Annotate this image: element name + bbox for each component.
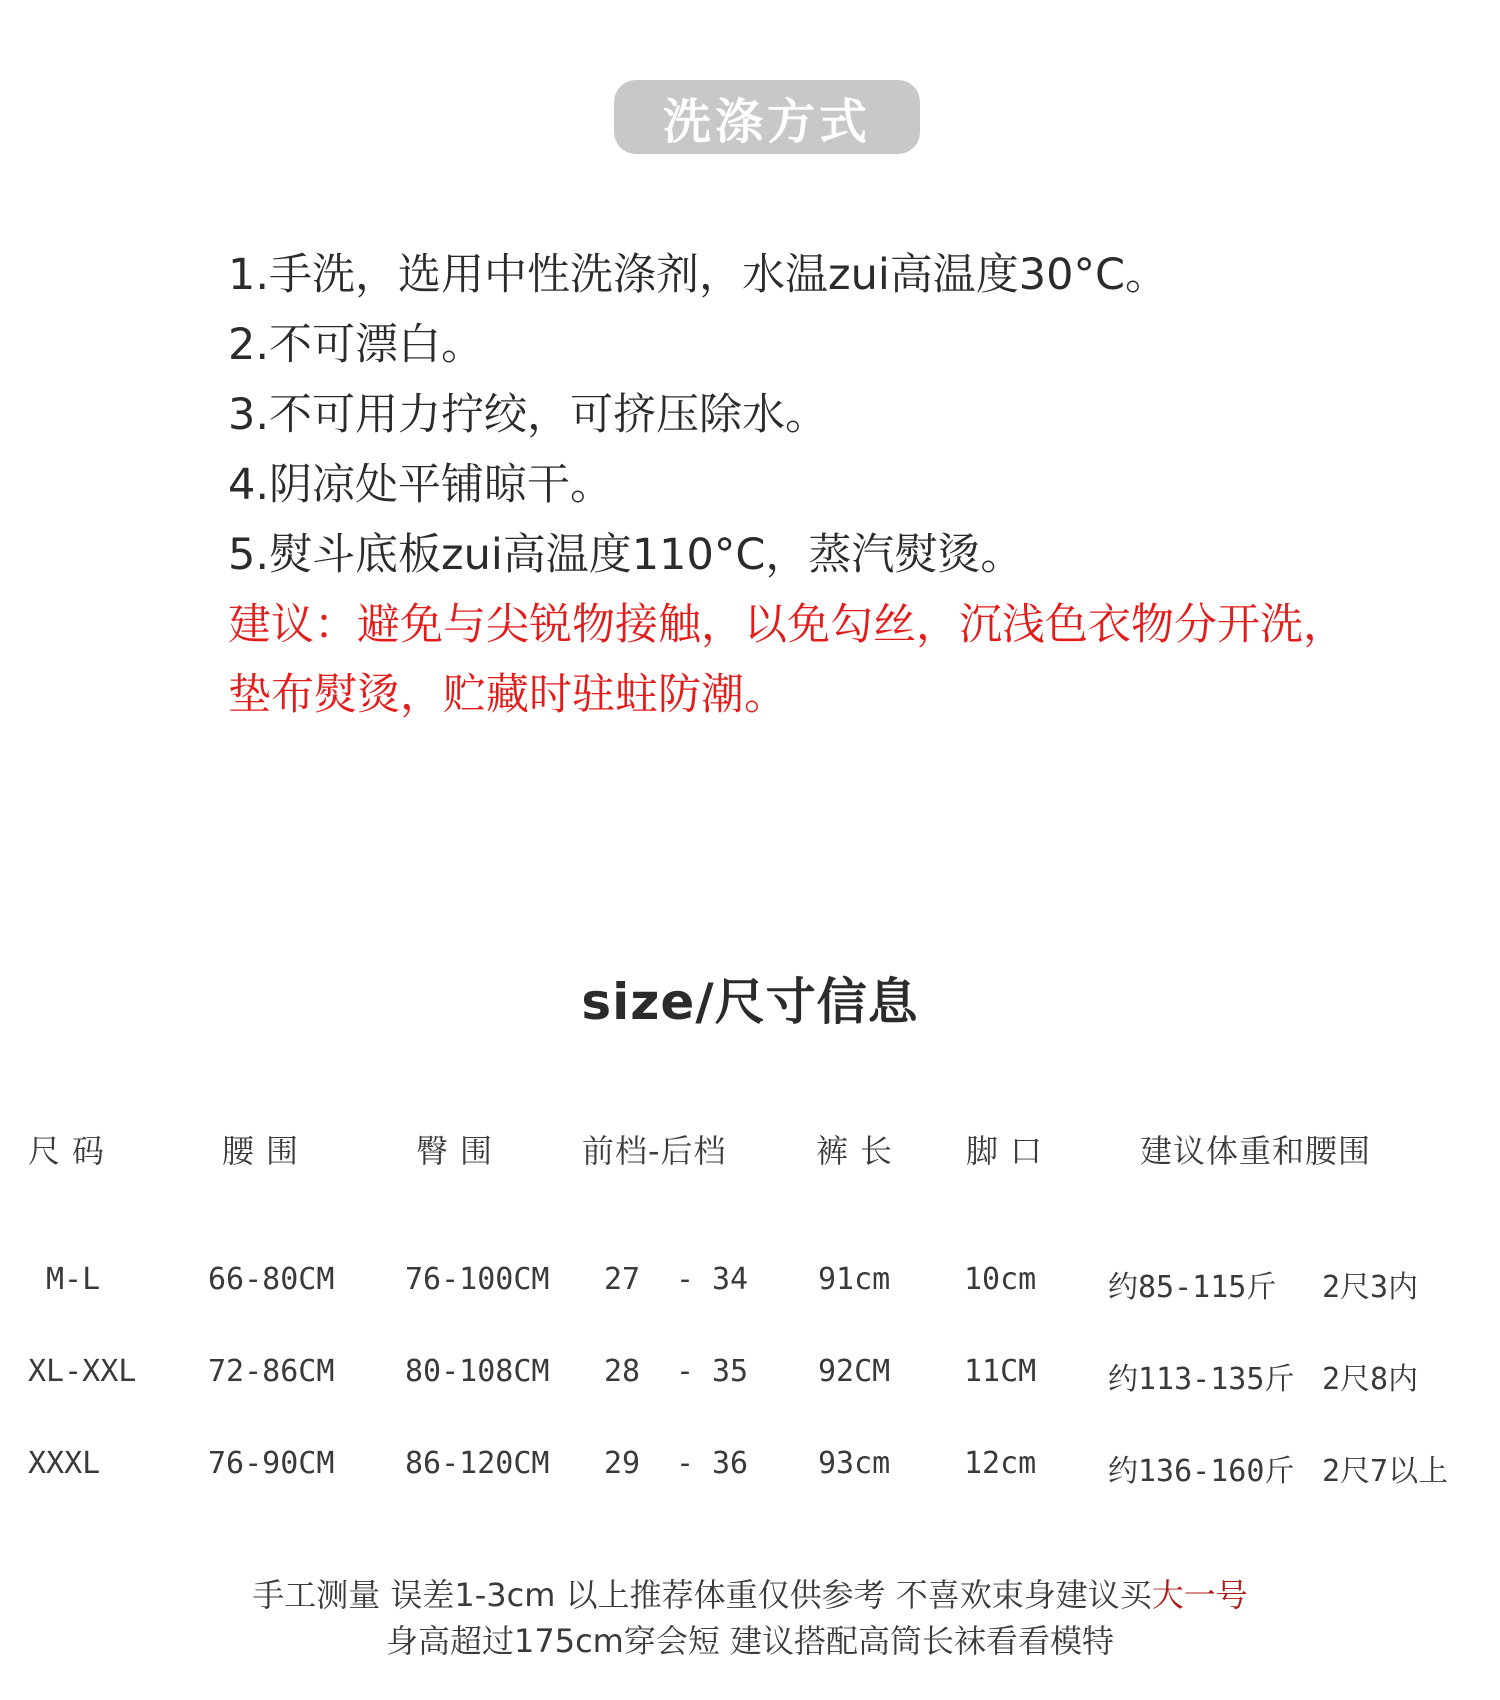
cell-back-rise: 34	[712, 1262, 749, 1297]
wash-method-badge	[614, 80, 920, 154]
size-info-title: size/尺寸信息	[581, 973, 919, 1031]
wash-method-title: 洗涤方式	[662, 93, 871, 150]
cell-weight: 约85-115斤	[1108, 1270, 1277, 1305]
header-rise: 前档-后档	[582, 1132, 727, 1170]
cell-waist-recommendation: 2尺8内	[1322, 1362, 1419, 1397]
cell-length: 93cm	[818, 1446, 891, 1481]
cell-size: M-L	[46, 1262, 101, 1297]
cell-waist-recommendation: 2尺7以上	[1322, 1454, 1449, 1489]
size-footnote	[0, 1572, 1500, 1664]
cell-front-rise: 28	[604, 1354, 641, 1389]
cell-hip: 86-120CM	[405, 1446, 550, 1481]
cell-weight: 约136-160斤	[1108, 1454, 1295, 1489]
cell-waist: 72-86CM	[208, 1354, 335, 1389]
cell-hip: 80-108CM	[405, 1354, 550, 1389]
footnote-main-text: 手工测量 误差1-3cm 以上推荐体重仅供参考 不喜欢束身建议买	[252, 1576, 1152, 1614]
footnote-line1	[0, 1572, 1500, 1618]
cell-waist-recommendation: 2尺3内	[1322, 1270, 1419, 1305]
header-recommendation: 建议体重和腰围	[1140, 1132, 1372, 1170]
wash-instruction-item: 2.不可漂白。	[228, 320, 485, 370]
cell-dash: -	[676, 1446, 695, 1481]
cell-waist: 66-80CM	[208, 1262, 335, 1297]
wash-instructions	[228, 240, 1478, 730]
header-length: 裤长	[816, 1132, 905, 1170]
cell-dash: -	[676, 1262, 695, 1297]
cell-dash: -	[676, 1354, 695, 1389]
cell-size: XL-XXL	[28, 1354, 137, 1389]
size-table	[0, 1110, 1500, 1490]
wash-instruction-item: 4.阴凉处平铺晾干。	[228, 460, 614, 510]
cell-back-rise: 36	[712, 1446, 749, 1481]
header-hip: 臀围	[416, 1132, 505, 1170]
cell-back-rise: 35	[712, 1354, 749, 1389]
cell-hem: 12cm	[964, 1446, 1037, 1481]
cell-front-rise: 27	[604, 1262, 641, 1297]
cell-length: 91cm	[818, 1262, 891, 1297]
wash-instruction-item: 3.不可用力拧绞，可挤压除水。	[228, 390, 829, 440]
footnote-line2: 身高超过175cm穿会短 建议搭配高筒长袜看看模特	[385, 1622, 1115, 1660]
cell-hip: 76-100CM	[405, 1262, 550, 1297]
cell-hem: 11CM	[964, 1354, 1037, 1389]
cell-waist: 76-90CM	[208, 1446, 335, 1481]
wash-suggestion-line2: 垫布熨烫，贮藏时驻蛀防潮。	[228, 670, 787, 720]
header-hem: 脚口	[966, 1132, 1055, 1170]
wash-instruction-item: 1.手洗，选用中性洗涤剂，水温zui高温度30°C。	[228, 250, 1169, 300]
header-size: 尺码	[28, 1132, 117, 1170]
cell-hem: 10cm	[964, 1262, 1037, 1297]
cell-weight: 约113-135斤	[1108, 1362, 1295, 1397]
cell-size: XXXL	[28, 1446, 101, 1481]
cell-front-rise: 29	[604, 1446, 641, 1481]
header-waist: 腰围	[222, 1132, 311, 1170]
cell-length: 92CM	[818, 1354, 891, 1389]
wash-instruction-item: 5.熨斗底板zui高温度110°C，蒸汽熨烫。	[228, 530, 1024, 580]
footnote-accent-text: 大一号	[1151, 1576, 1248, 1614]
wash-suggestion-line1: 建议：避免与尖锐物接触，以免勾丝，沉浅色衣物分开洗，	[228, 600, 1346, 650]
